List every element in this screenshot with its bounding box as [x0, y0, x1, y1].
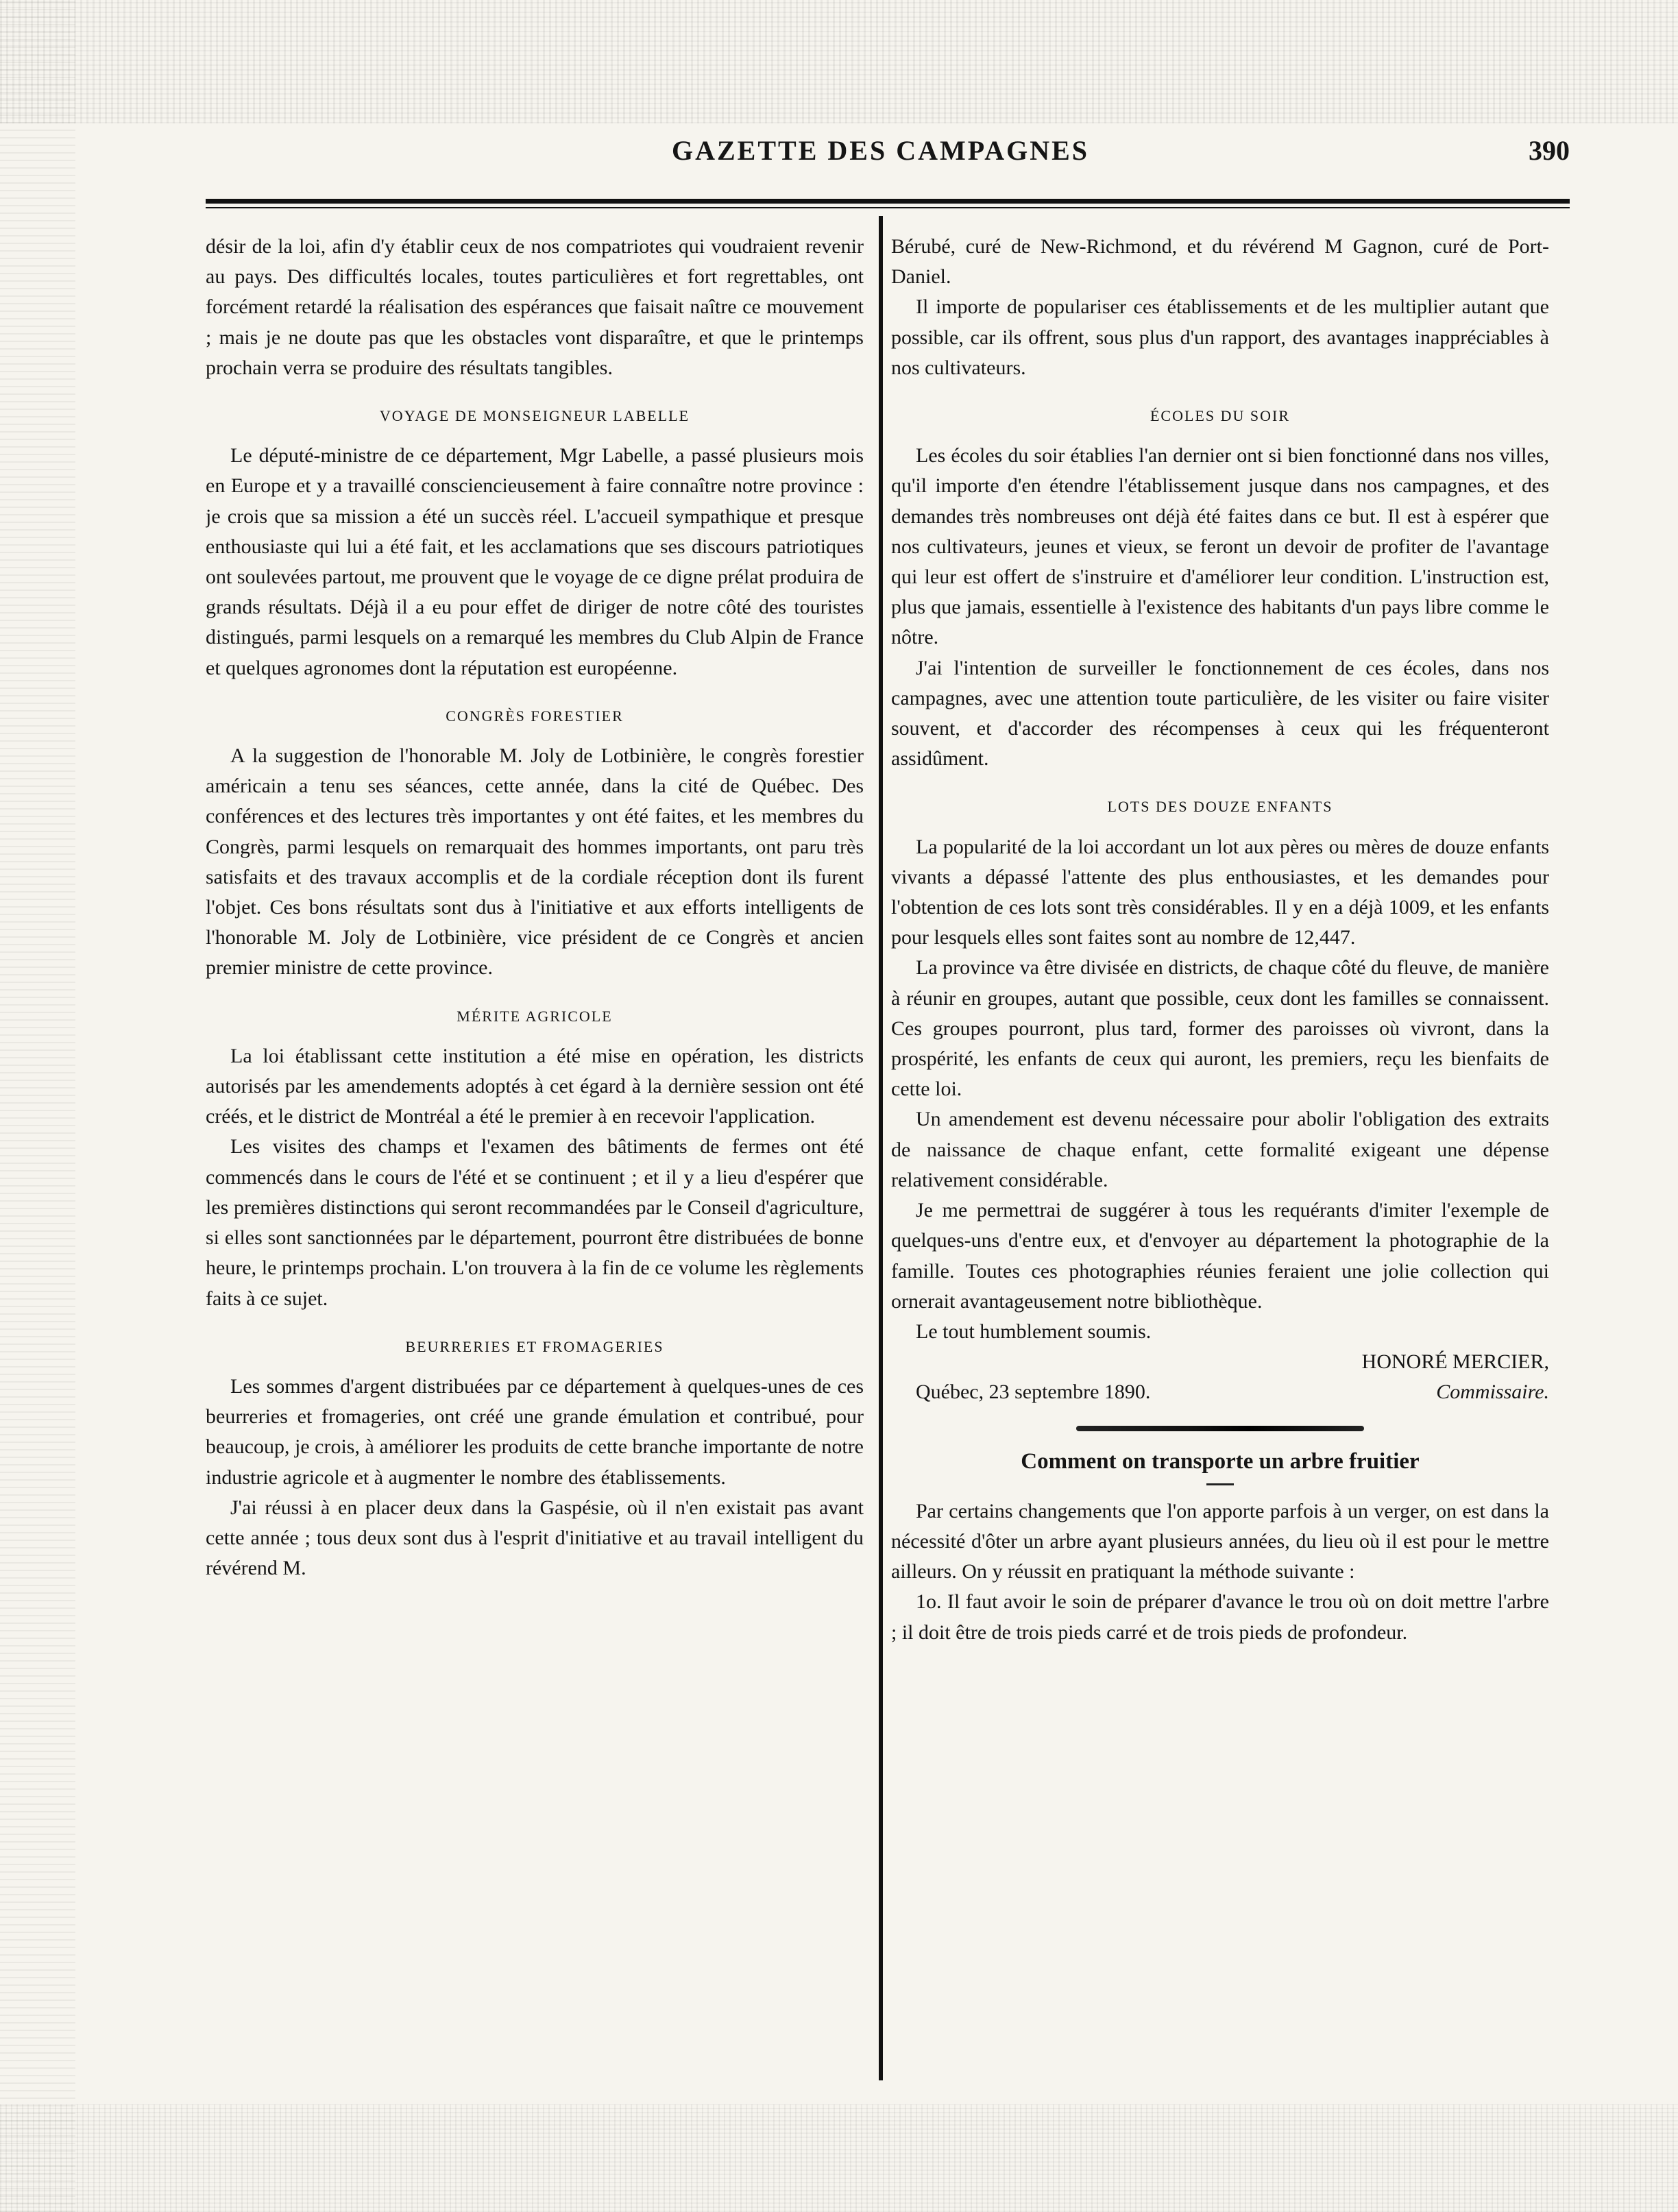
paragraph: Par certains changements que l'on apporte parfois à un verger, on est dans la nécessité d'ôter un arbre ayant plusieurs années, du lieu où il est pour le mettre ailleurs. On y réussit en pratiquant la méthode suivante : [891, 1499, 1549, 1583]
signature-row [891, 1377, 1549, 1407]
paragraph: La popularité de la loi accordant un lot aux pères ou mères de douze enfants vivants a dépassé l'attente des plus enthousiastes, et les demandes pour l'obtention de ces lots sont très considérables. Il y en a déjà 1009, et les enfants pour lesquels elles sont faites sont au nombre de 12,447. [891, 835, 1549, 949]
paragraph: désir de la loi, afin d'y établir ceux de nos compatriotes qui voudraient revenir au pays. Des difficultés locales, toutes particulières et fort regrettables, ont forcément retardé la réalisation des espérances que faisait naître ce mouvement ; mais je ne doute pas que les obstacles vont disparaître, et que le printemps prochain verra se produire des résultats tangibles. [206, 235, 864, 379]
section-heading-voyage: VOYAGE DE MONSEIGNEUR LABELLE [379, 407, 690, 425]
scan-noise-bottom [0, 2104, 1678, 2212]
paragraph: Le député-ministre de ce département, Mgr Labelle, a passé plusieurs mois en Europe et y a travaillé consciencieusement à faire connaître notre province : je crois que sa mission a été un succès réel. L'accueil sympathique et presque enthousiaste qui lui a été fait, et les acclamations que ses discours patriotiques ont soulevées partout, me prouvent que le voyage de ce digne prélat produira de grands résultats. Déjà il a eu pour effet de diriger de notre côté des touristes distingués, parmi lesquels on a remarqué les membres du Club Alpin de France et quelques agronomes dont la réputation est européenne. [206, 444, 864, 679]
header-rule-thin [206, 207, 1570, 208]
section-heading-congres: CONGRÈS FORESTIER [446, 707, 624, 725]
column-divider [879, 216, 883, 2080]
paragraph: J'ai réussi à en placer deux dans la Gaspésie, où il n'en existait pas avant cette année ; tous deux sont dus à l'esprit d'initiative et au travail intelligent du révérend M. [206, 1496, 864, 1580]
paragraph: Les sommes d'argent distribuées par ce département à quelques-unes de ces beurreries et fromageries, ont créé une grande émulation et contribué, pour beaucoup, je crois, à améliorer les produits de cette branche importante de notre industrie agricole et à augmenter le nombre des établissements. [206, 1374, 864, 1489]
paragraph: Il importe de populariser ces établissements et de les multiplier autant que possible, car ils offrent, sous plus d'un rapport, des avantages inappréciables à nos cultivateurs. [891, 295, 1549, 379]
paragraph: 1o. Il faut avoir le soin de préparer d'avance le trou où on doit mettre l'arbre ; il doit être de trois pieds carré et de trois pieds de profondeur. [891, 1590, 1549, 1644]
signatory-title: Commissaire. [1436, 1381, 1549, 1404]
right-column [891, 232, 1549, 2082]
scan-noise-left [0, 0, 75, 2212]
paragraph: Bérubé, curé de New-Richmond, et du révérend M Gagnon, curé de Port-Daniel. [891, 235, 1549, 289]
page-header [206, 134, 1570, 175]
section-heading-beurreries: BEURRERIES ET FROMAGERIES [405, 1337, 664, 1355]
place-date: Québec, 23 septembre 1890. [916, 1381, 1151, 1404]
paragraph: A la suggestion de l'honorable M. Joly de Lotbinière, le congrès forestier américain a tenu ses séances, cette année, dans la cité de Québec. Des conférences et des lectures très importantes y ont été faites, et les membres du Congrès, parmi lesquels on remarquait des hommes importants, ont paru très satisfaits et des travaux accomplis et de la cordiale réception dont ils furent l'objet. Ces bons résultats sont dus à l'initiative et aux efforts intelligents de l'honorable M. Joly de Lotbinière, vice président de ce Congrès et ancien premier ministre de cette province. [206, 744, 864, 980]
left-column [206, 232, 864, 2082]
journal-title: GAZETTE DES CAMPAGNES [672, 135, 1090, 166]
paragraph: La province va être divisée en districts, de chaque côté du fleuve, de manière à réunir en groupes, autant que possible, ceux dont les familles se connaissent. Ces groupes pourront, plus tard, former des paroisses où vivront, dans la prospérité, les enfants de ceux qui auront, les premiers, reçu les bienfaits de cette loi. [891, 956, 1549, 1101]
page-number: 390 [1529, 135, 1570, 166]
section-heading-lots: LOTS DES DOUZE ENFANTS [1107, 798, 1333, 816]
title-dash [1206, 1483, 1234, 1485]
paragraph: Je me permettrai de suggérer à tous les requérants d'imiter l'exemple de quelques-uns d'entre eux, et d'envoyer au département la photographie de la famille. Toutes ces photographies réunies feraient une jolie collection qui ornerait avantageusement notre bibliothèque. [891, 1199, 1549, 1313]
header-rule-thick [206, 199, 1570, 204]
paragraph: Les écoles du soir établies l'an dernier ont si bien fonctionné dans nos villes, qu'il importe d'en étendre l'établissement jusque dans nos campagnes, et des demandes très nombreuses ont déjà été faites dans ce but. Il est à espérer que nos cultivateurs, jeunes et vieux, se feront un devoir de profiter de l'avantage qui leur est offert de s'instruire et d'améliorer leur condition. L'instruction est, plus que jamais, essentielle à l'existence des habitants d'un pays libre comme le nôtre. [891, 444, 1549, 649]
signature-name: HONORÉ MERCIER, [1361, 1350, 1549, 1374]
paragraph: J'ai l'intention de surveiller le fonctionnement de ces écoles, dans nos campagnes, avec une attention toute particulière, de les visiter ou faire visiter souvent, et d'accorder des récompenses à ceux qui les fréquenteront assidûment. [891, 656, 1549, 770]
scan-noise-top [0, 0, 1678, 123]
article-title: Comment on transporte un arbre fruitier [1021, 1448, 1420, 1474]
section-heading-ecoles: ÉCOLES DU SOIR [1150, 407, 1290, 425]
section-heading-merite: MÉRITE AGRICOLE [457, 1007, 613, 1025]
section-divider [1076, 1426, 1364, 1431]
paragraph: Les visites des champs et l'examen des bâtiments de fermes ont été commencés dans le cours de l'été et se continuent ; et il y a lieu d'espérer que les premières distinctions qui seront recommandées par le Conseil d'agriculture, si elles sont sanctionnées par le département, pourront être distribuées de bonne heure, le printemps prochain. L'on trouvera à la fin de ce volume les règlements faits à ce sujet. [206, 1135, 864, 1310]
paragraph: Un amendement est devenu nécessaire pour abolir l'obligation des extraits de naissance de chaque enfant, cette formalité exigeant une dépense relativement considérable. [891, 1108, 1549, 1191]
paragraph: La loi établissant cette institution a été mise en opération, les districts autorisés par les amendements adoptés à cet égard à la dernière session ont été créés, et le district de Montréal a été le premier à en recevoir l'application. [206, 1044, 864, 1128]
closing-line: Le tout humblement soumis. [916, 1320, 1152, 1343]
